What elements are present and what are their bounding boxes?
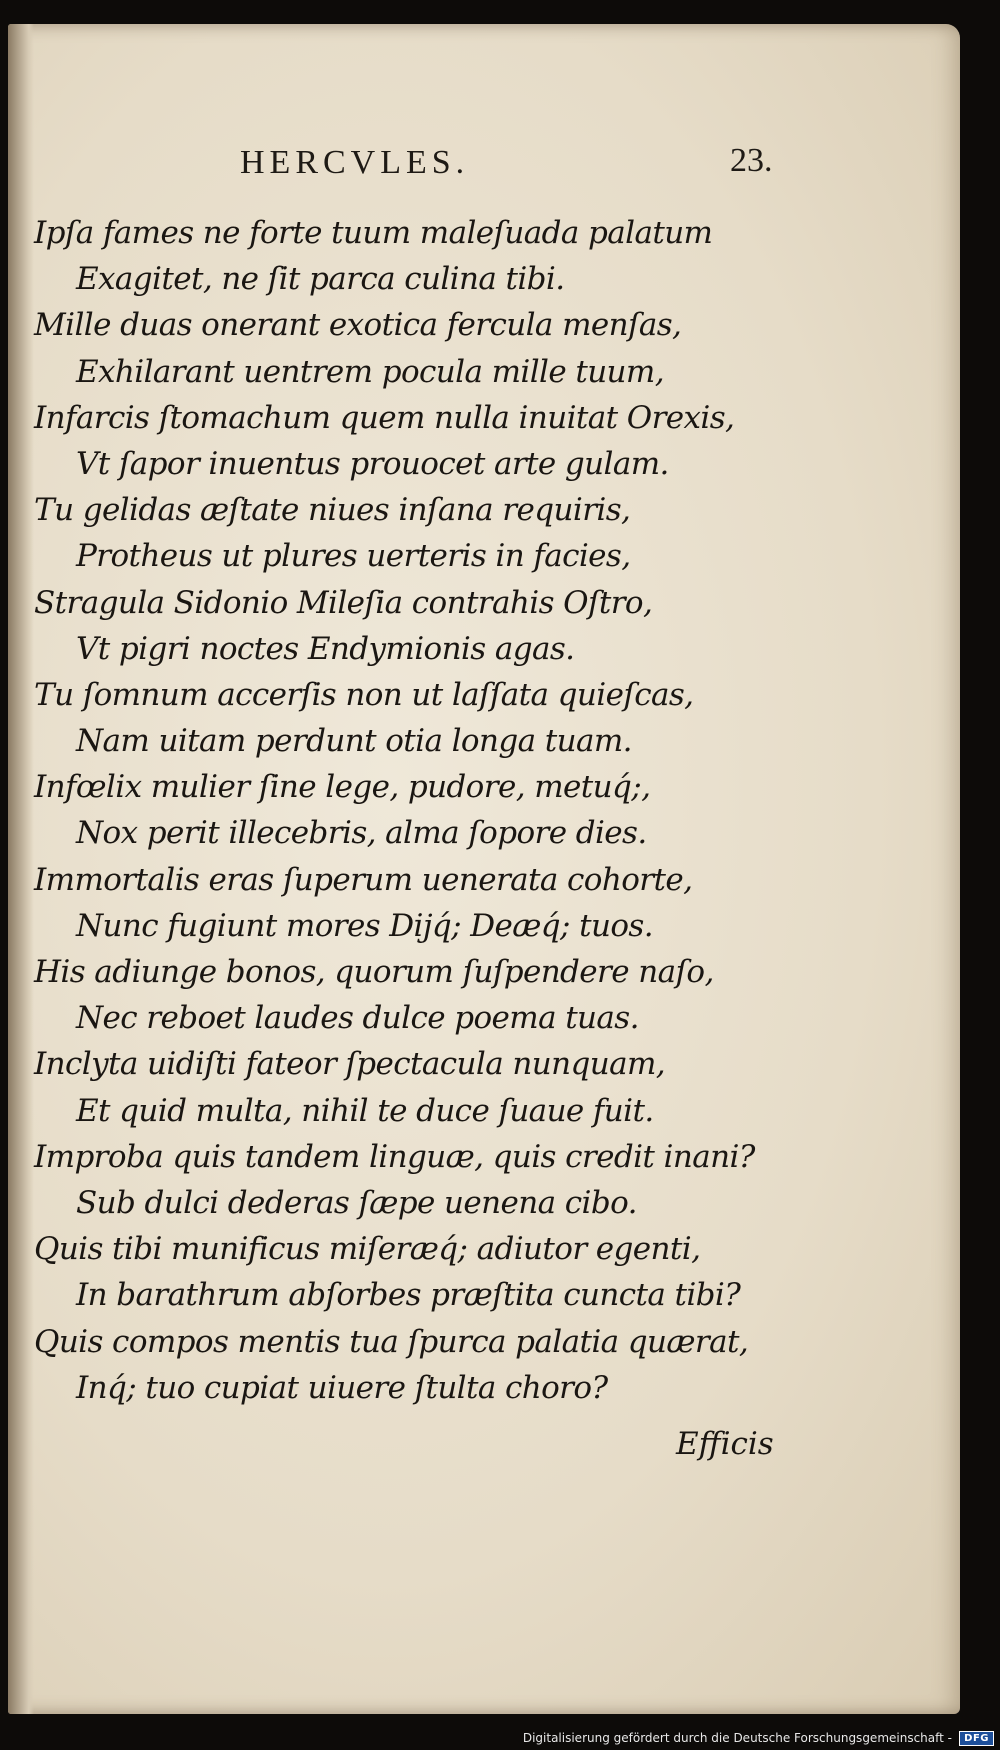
verse-line: Mille duas onerant exotica fercula menſas, <box>34 307 682 344</box>
verse-line: Tu ſomnum accerſis non ut laſſata quieſcas, <box>34 676 694 713</box>
verse-line: Protheus ut plures uerteris in facies, <box>76 538 631 575</box>
funding-note: Digitalisierung gefördert durch die Deutsche Forschungsgemeinschaft - <box>522 1731 952 1745</box>
verse-line: Exagitet, ne ſit parca culina tibi. <box>76 261 565 298</box>
verse-line: Tu gelidas æſtate niues inſana requiris, <box>34 492 631 529</box>
book-page <box>8 24 960 1714</box>
verse-line: Nox perit illecebris, alma ſopore dies. <box>76 815 647 852</box>
verse-line: Inclyta uidiſti fateor ſpectacula nunquam, <box>34 1046 666 1083</box>
verse-line: Improba quis tandem linguæ, quis credit inani? <box>34 1138 755 1175</box>
verse-line: Stragula Sidonio Mileſia contrahis Oſtro, <box>34 584 653 621</box>
verse-text-block <box>34 210 934 1411</box>
verse-line: His adiunge bonos, quorum ſuſpendere naſo, <box>34 954 714 990</box>
verse-line: Ipſa fames ne forte tuum maleſuada palatum <box>34 215 713 251</box>
catchword: Efficis <box>676 1426 774 1462</box>
verse-line: Infœlix mulier ſine lege, pudore, metuq́;, <box>34 769 651 806</box>
verse-line: In barathrum abſorbes præſtita cuncta tibi? <box>76 1277 741 1314</box>
page-gutter-shadow <box>8 24 34 1714</box>
dfg-logo: DFG <box>959 1731 994 1746</box>
footer-bar <box>0 1722 1000 1750</box>
verse-line: Quis compos mentis tua ſpurca palatia quærat, <box>34 1323 749 1360</box>
page-header <box>8 132 960 192</box>
verse-line: Quis tibi munificus miſeræq́; adiutor egenti, <box>34 1231 701 1268</box>
verse-line: Inq́; tuo cupiat uiuere ſtulta choro? <box>76 1369 608 1406</box>
verse-line: Immortalis eras ſuperum uenerata cohorte, <box>34 861 693 898</box>
verse-line: Sub dulci dederas ſæpe uenena cibo. <box>76 1184 637 1221</box>
verse-line: Nec reboet laudes dulce poema tuas. <box>76 1000 639 1037</box>
running-title: HERCVLES. <box>240 144 470 181</box>
verse-line: Nam uitam perdunt otia longa tuam. <box>76 723 632 760</box>
verse-line: Vt ſapor inuentus prouocet arte gulam. <box>76 445 669 482</box>
verse-line: Infarcis ſtomachum quem nulla inuitat Orexis, <box>34 399 735 436</box>
verse-line: Exhilarant uentrem pocula mille tuum, <box>76 353 664 390</box>
verse-line: Vt pigri noctes Endymionis agas. <box>76 630 575 667</box>
verse-line: Nunc fugiunt mores Dijq́; Deæq́; tuos. <box>76 907 653 944</box>
verse-line: Et quid multa, nihil te duce ſuaue fuit. <box>76 1092 654 1129</box>
page-number: 23. <box>730 142 773 179</box>
